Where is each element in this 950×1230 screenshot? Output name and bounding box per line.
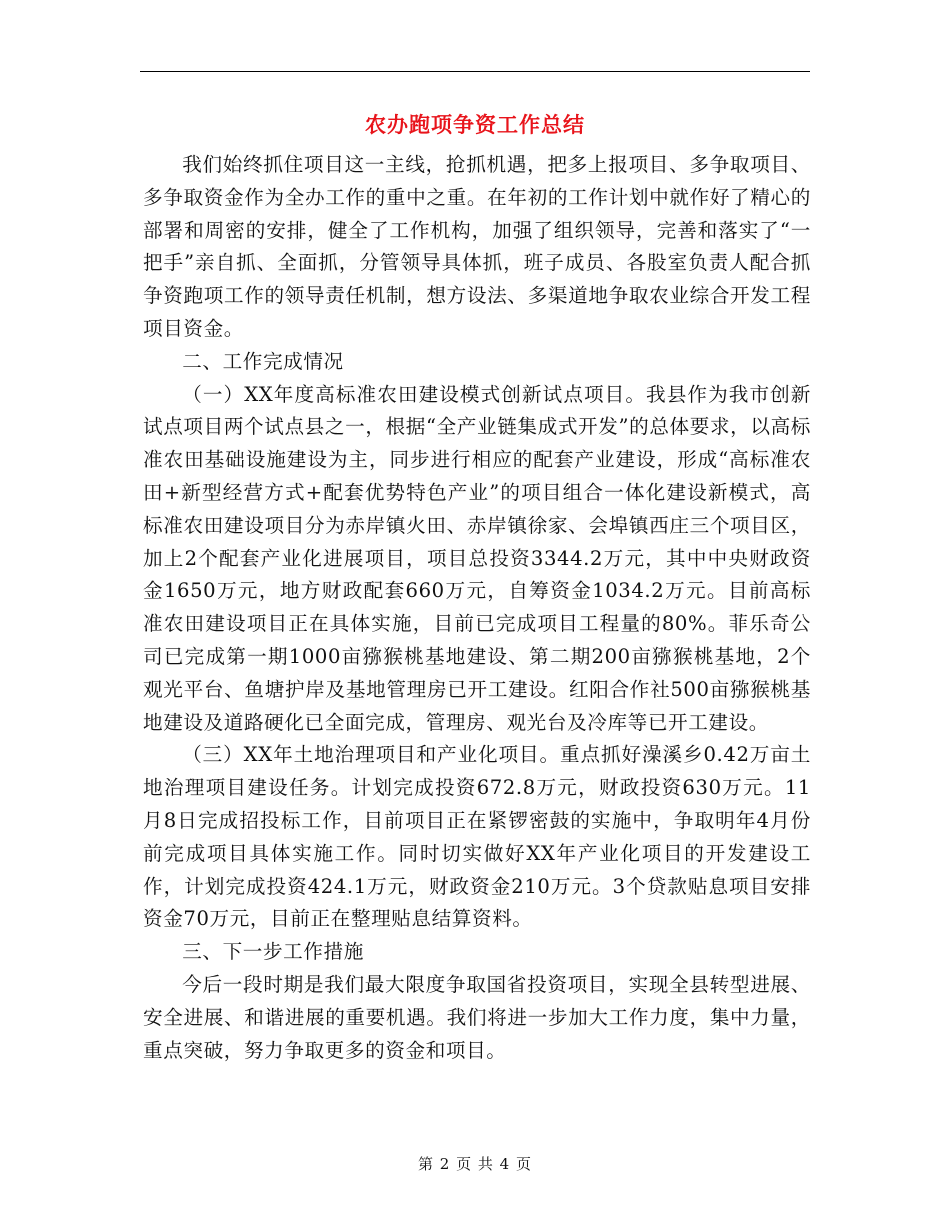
paragraph-item-3: （三）XX年土地治理项目和产业化项目。重点抓好澡溪乡0.42万亩土地治理项目建设任务。计划完成投资672.8万元，财政投资630万元。11月8日完成招投标工作，目前项目正在紧锣密鼓的实施中，争取明年4月份前完成项目具体实施工作。同时切实做好XX年产业化项目的开发建设工作，计划完成投资424.1万元，财政资金210万元。3个贷款贴息项目安排资金70万元，目前正在整理贴息结算资料。 <box>143 743 811 931</box>
section-heading-2: 二、工作完成情况 <box>182 349 344 373</box>
footer-middle: 页 共 <box>456 1155 494 1173</box>
section-heading-3: 三、下一步工作措施 <box>182 940 364 964</box>
footer-total-pages: 4 <box>499 1155 511 1173</box>
paragraph-item-1: （一）XX年度高标准农田建设模式创新试点项目。我县作为我市创新试点项目两个试点县之一，根据“全产业链集成式开发”的总体要求，以高标准农田基础设施建设为主，同步进行相应的配套产业建设，形成“高标准农田+新型经营方式+配套优势特色产业”的项目组合一体化建设新模式，高标准农田建设项目分为赤岸镇火田、赤岸镇徐家、会埠镇西庄三个项目区，加上2个配套产业化进展项目，项目总投资3344.2万元，其中中央财政资金1650万元，地方财政配套660万元，自筹资金1034.2万元。目前高标准农田建设项目正在具体实施，目前已完成项目工程量的80%。菲乐奇公司已完成第一期1000亩猕猴桃基地建设、第二期200亩猕猴桃基地，2个观光平台、鱼塘护岸及基地管理房已开工建设。红阳合作社500亩猕猴桃基地建设及道路硬化已全面完成，管理房、观光台及冷库等已开工建设。 <box>143 382 811 734</box>
footer-suffix: 页 <box>516 1155 533 1173</box>
paragraph-next-steps: 今后一段时期是我们最大限度争取国省投资项目，实现全县转型进展、安全进展、和谐进展的重要机遇。我们将进一步加大工作力度，集中力量，重点突破，努力争取更多的资金和项目。 <box>143 972 811 1062</box>
paragraph-intro: 我们始终抓住项目这一主线，抢抓机遇，把多上报项目、多争取项目、多争取资金作为全办工作的重中之重。在年初的工作计划中就作好了精心的部署和周密的安排，健全了工作机构，加强了组织领导，完善和落实了“一把手”亲自抓、全面抓，分管领导具体抓，班子成员、各股室负责人配合抓争资跑项工作的领导责任机制，想方设法、多渠道地争取农业综合开发工程项目资金。 <box>143 153 811 340</box>
footer-prefix: 第 <box>417 1155 434 1173</box>
page-footer <box>0 1152 950 1176</box>
footer-current-page: 2 <box>439 1155 451 1173</box>
document-title: 农办跑项争资工作总结 <box>365 112 585 137</box>
header-rule <box>140 71 810 72</box>
document-body <box>143 149 811 1067</box>
